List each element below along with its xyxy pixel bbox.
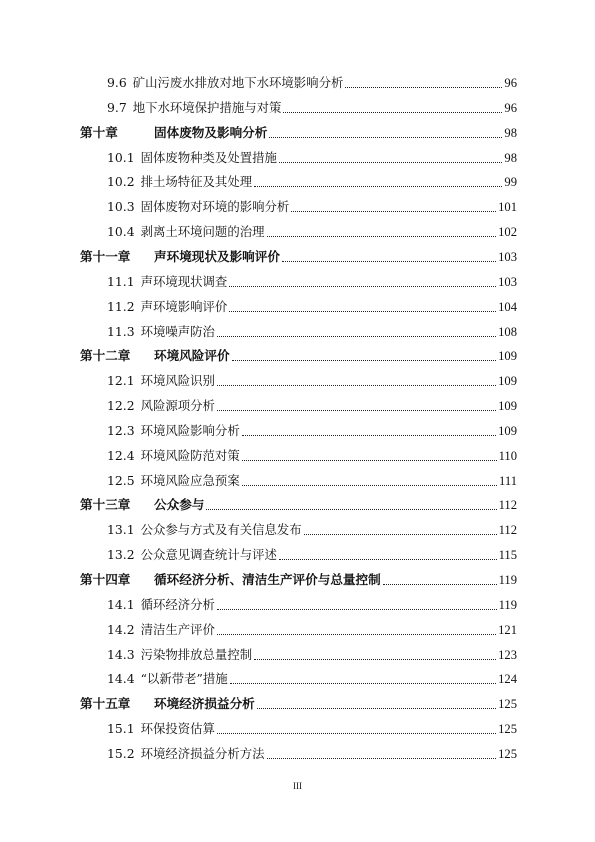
dot-leader: [217, 385, 496, 386]
toc-entry-number: 14.2: [107, 621, 135, 637]
dot-leader: [217, 609, 497, 610]
toc-entry-title: 固体废物对环境的影响分析: [140, 199, 290, 215]
toc-entry-page: 98: [504, 150, 517, 165]
toc-entry-number: 14.3: [107, 646, 135, 662]
toc-entry-page: 125: [498, 722, 517, 737]
toc-section-entry[interactable]: [107, 220, 517, 240]
toc-entry-number: 第十一章: [80, 248, 131, 264]
dot-leader: [383, 584, 497, 585]
toc-entry-title: 污染物排放总量控制: [140, 646, 253, 662]
toc-entry-number: 第十三章: [80, 497, 131, 513]
toc-section-entry[interactable]: [107, 369, 517, 389]
toc-section-entry[interactable]: [107, 717, 517, 737]
toc-entry-page: 101: [498, 200, 517, 215]
toc-chapter-entry[interactable]: [80, 344, 517, 364]
toc-entry-number: 11.2: [107, 298, 135, 314]
toc-entry-title: 环境风险影响分析: [140, 422, 240, 438]
dot-leader: [229, 286, 496, 287]
toc-entry-page: 119: [498, 597, 517, 612]
toc-section-entry[interactable]: [107, 742, 517, 762]
toc-section-entry[interactable]: [107, 146, 517, 166]
toc-entry-number: 10.3: [107, 199, 135, 215]
toc-section-entry[interactable]: [107, 195, 517, 215]
toc-chapter-entry[interactable]: [80, 245, 517, 265]
toc-section-entry[interactable]: [107, 170, 517, 190]
toc-entry-title: 环境风险防范对策: [140, 447, 240, 463]
toc-entry-page: 99: [504, 175, 517, 190]
dot-leader: [206, 509, 496, 510]
toc-entry-title: 公众参与方式及有关信息发布: [140, 522, 302, 538]
toc-chapter-entry[interactable]: [80, 568, 517, 588]
toc-entry-title: 循环经济分析: [140, 596, 215, 612]
toc-entry-number: 12.3: [107, 422, 135, 438]
toc-entry-number: 第十章: [80, 124, 118, 140]
toc-entry-page: 124: [498, 672, 517, 687]
toc-entry-title: 矿山污废水排放对地下水环境影响分析: [132, 75, 344, 90]
toc-entry-page: 96: [504, 76, 517, 90]
toc-entry-title: 声环境现状调查: [140, 273, 228, 289]
toc-entry-title: 固体废物种类及处置措施: [140, 149, 277, 165]
dot-leader: [217, 733, 496, 734]
toc-entry-number: 10.1: [107, 149, 135, 165]
toc-entry-page: 109: [498, 399, 517, 414]
toc-entry-title: 公众参与: [154, 497, 205, 513]
dot-leader: [291, 211, 496, 212]
toc-entry-title: 公众意见调查统计与评述: [140, 547, 277, 563]
toc-entry-page: 112: [498, 498, 517, 513]
toc-entry-number: 14.4: [107, 671, 135, 687]
toc-section-entry[interactable]: [107, 618, 517, 638]
toc-entry-number: 15.2: [107, 745, 135, 761]
toc-entry-page: 125: [498, 697, 517, 712]
toc-section-entry[interactable]: [107, 295, 517, 315]
dot-leader: [345, 87, 502, 88]
toc-entry-title: 环境风险评价: [154, 348, 230, 364]
toc-entry-title: 声环境现状及影响评价: [154, 248, 280, 264]
toc-entry-title: 环境噪声防治: [140, 323, 215, 339]
toc-section-entry[interactable]: [107, 543, 517, 563]
dot-leader: [267, 236, 497, 237]
toc-entry-title: 排土场特征及其处理: [140, 174, 253, 190]
toc-entry-number: 12.5: [107, 472, 135, 488]
toc-entry-page: 115: [498, 548, 517, 563]
toc-entry-number: 第十二章: [80, 348, 131, 364]
dot-leader: [217, 336, 496, 337]
toc-entry-title: 清洁生产评价: [140, 621, 215, 637]
toc-entry-page: 111: [499, 473, 517, 488]
dot-leader: [254, 659, 496, 660]
toc-section-entry[interactable]: [107, 394, 517, 414]
dot-leader: [279, 162, 503, 163]
dot-leader: [282, 261, 496, 262]
toc-section-entry[interactable]: [107, 270, 517, 290]
dot-leader: [217, 410, 496, 411]
toc-section-entry[interactable]: [107, 643, 517, 663]
toc-entry-page: 125: [498, 746, 517, 761]
toc-entry-page: 123: [498, 647, 517, 662]
toc-section-entry[interactable]: [107, 320, 517, 340]
toc-entry-title: 风险源项分析: [140, 398, 215, 414]
toc-entry-number: 13.1: [107, 522, 135, 538]
toc-entry-title: 环境风险识别: [140, 373, 215, 389]
toc-section-entry[interactable]: [107, 96, 517, 116]
toc-entry-title: 剥离土环境问题的治理: [140, 224, 265, 240]
toc-chapter-entry[interactable]: [80, 692, 517, 712]
dot-leader: [283, 112, 502, 113]
toc-section-entry[interactable]: [107, 419, 517, 439]
toc-chapter-entry[interactable]: [80, 121, 517, 141]
toc-entry-title: 环境风险应急预案: [140, 472, 240, 488]
toc-entry-number: 10.4: [107, 224, 135, 240]
toc-entry-title: 固体废物及影响分析: [154, 124, 268, 140]
toc-entry-page: 110: [498, 448, 517, 463]
toc-entry-number: 12.2: [107, 398, 135, 414]
toc-entry-page: 102: [498, 225, 517, 240]
toc-entry-title: 地下水环境保护措施与对策: [132, 99, 282, 115]
dot-leader: [232, 360, 497, 361]
dot-leader: [229, 311, 496, 312]
toc-entry-number: 12.1: [107, 373, 135, 389]
toc-entry-page: 96: [504, 100, 517, 115]
toc-entry-number: 14.1: [107, 596, 135, 612]
dot-leader: [230, 683, 497, 684]
page-number: III: [293, 781, 302, 791]
dot-leader: [279, 559, 497, 560]
toc-entry-number: 11.3: [107, 323, 135, 339]
dot-leader: [257, 708, 496, 709]
toc-entry-number: 第十五章: [80, 696, 131, 712]
toc-entry-page: 121: [498, 622, 517, 637]
toc-entry-number: 11.1: [107, 273, 135, 289]
dot-leader: [304, 534, 497, 535]
toc-entry-number: 9.6: [107, 75, 127, 90]
toc-entry-title: 环保投资估算: [140, 721, 215, 737]
toc-entry-page: 119: [498, 573, 517, 587]
toc-entry-page: 103: [498, 274, 517, 289]
toc-entry-page: 104: [498, 299, 517, 314]
dot-leader: [254, 186, 502, 187]
toc-section-entry[interactable]: [107, 667, 517, 687]
toc-section-entry[interactable]: [107, 444, 517, 464]
toc-entry-page: 109: [498, 349, 517, 364]
toc-entry-page: 112: [498, 523, 517, 538]
dot-leader: [242, 485, 497, 486]
toc-entry-page: 108: [498, 324, 517, 339]
toc-entry-number: 10.2: [107, 174, 135, 190]
toc-entry-number: 第十四章: [80, 572, 131, 587]
dot-leader: [242, 460, 497, 461]
dot-leader: [269, 137, 502, 138]
toc-entry-number: 13.2: [107, 547, 135, 563]
toc-entry-page: 103: [498, 249, 517, 264]
toc-entry-page: 109: [498, 423, 517, 438]
toc-entry-title: 循环经济分析、清洁生产评价与总量控制: [154, 572, 381, 587]
dot-leader: [267, 758, 497, 759]
toc-entry-page: 109: [498, 374, 517, 389]
toc-entry-title: “以新带老”措施: [140, 671, 228, 687]
dot-leader: [242, 435, 496, 436]
toc-section-entry[interactable]: [107, 71, 517, 91]
toc-entry-title: 声环境影响评价: [140, 298, 228, 314]
toc-entry-title: 环境经济损益分析: [154, 696, 255, 712]
toc-entry-page: 98: [504, 125, 517, 140]
toc-section-entry[interactable]: [107, 469, 517, 489]
toc-chapter-entry[interactable]: [80, 493, 517, 513]
toc-section-entry[interactable]: [107, 518, 517, 538]
toc-entry-number: 12.4: [107, 447, 135, 463]
toc-section-entry[interactable]: [107, 593, 517, 613]
toc-entry-number: 15.1: [107, 721, 135, 737]
dot-leader: [217, 634, 496, 635]
toc-entry-number: 9.7: [107, 99, 127, 115]
toc-entry-title: 环境经济损益分析方法: [140, 745, 265, 761]
